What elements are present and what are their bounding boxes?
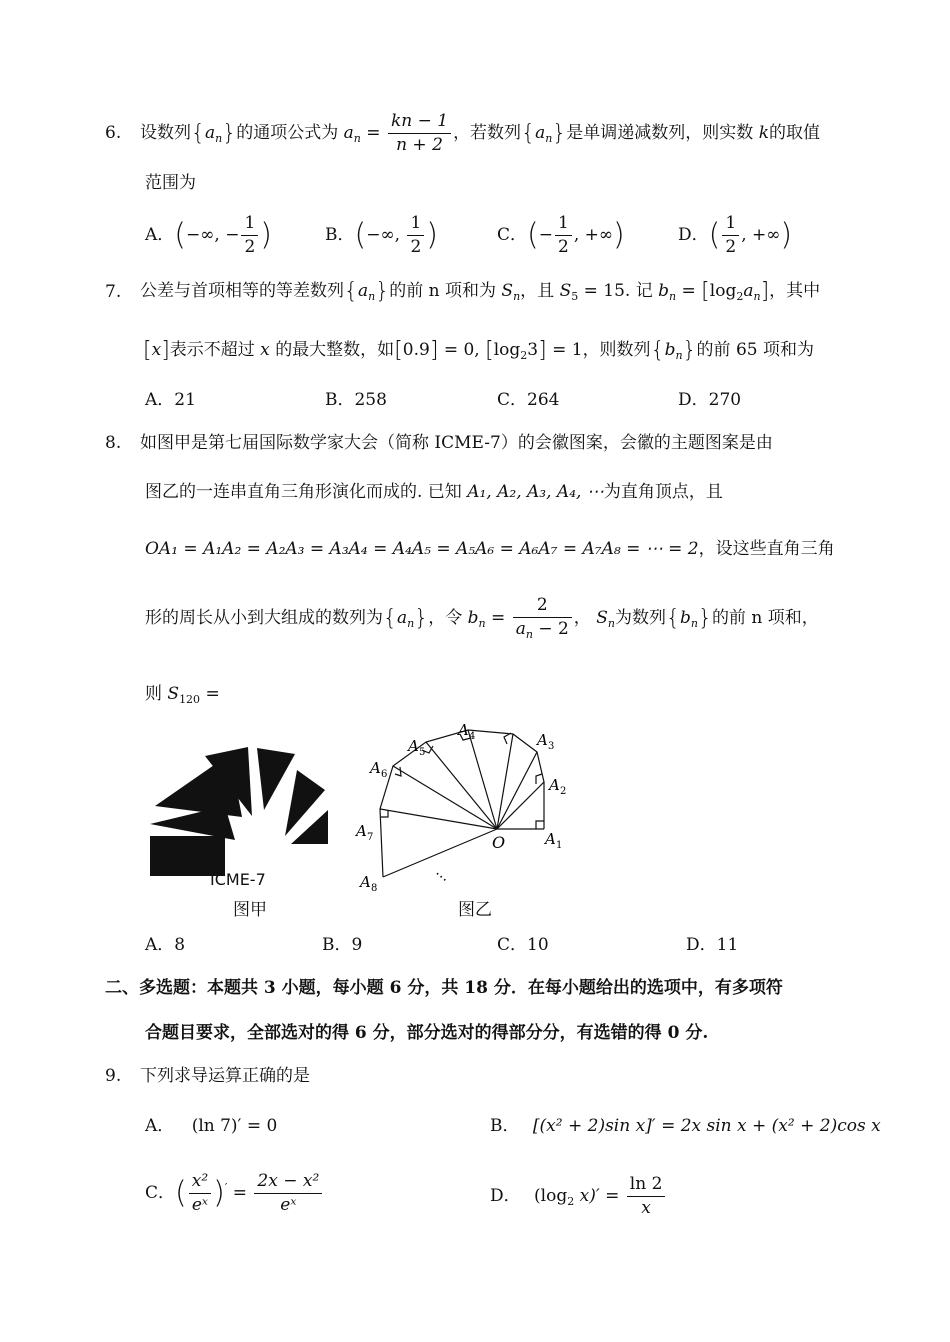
q6-option-a-label: A．: [145, 225, 175, 246]
q6-seq-a2: a: [535, 123, 546, 144]
q8-frac-den: a: [515, 618, 526, 639]
label-A3: A: [537, 731, 548, 749]
q9-number: 9.: [105, 1066, 122, 1086]
section2-heading-line2: 合题目要求，全部选对的得 6 分，部分选对的得部分分，有选错的得 0 分.: [145, 1023, 709, 1043]
q9-option-c[interactable]: C．( $\frac{\text{x²}}{\text{eˣ}}$ )′ = $\frac{\text{2x − x²}}{\text{eˣ}}$: [145, 1172, 324, 1215]
label-A4: A: [458, 721, 469, 739]
q7-text-c: ，且: [520, 281, 555, 301]
q6-option-a-num: 1: [241, 214, 258, 236]
q7-text-d: ，其中: [769, 281, 821, 301]
right-angle-A2: [536, 774, 542, 784]
q8-line3-eq: OA₁ = A₁A₂ = A₂A₃ = A₃A₄ = A₄A₅ = A₅A₆ = A₆A₇ = A₇A₈ = ⋯ = 2: [145, 539, 699, 559]
q7-sn: S: [501, 281, 514, 301]
q6-option-c-sign: −: [538, 225, 553, 246]
q6-formula-frac: [388, 112, 451, 155]
q8-line2-pts: A₁, A₂, A₃, A₄, ⋯: [467, 482, 604, 502]
fig-a-caption: 图甲: [233, 900, 267, 920]
q7-log-sub: 2: [736, 290, 744, 303]
q8-seq-sub: n: [407, 617, 415, 631]
q6-option-b-num: 1: [407, 214, 424, 236]
q6-text-e: 的取值: [769, 123, 821, 144]
q8-line4: 形的周长从小到大组成的数列为$\{a_n\}$，令 $b_n$ = $\frac{2}{a_n - 2}$ ， $S_n$为数列$\{b_n\}$的前 n 项和，: [145, 595, 819, 641]
q7-seq-sub: n: [368, 290, 376, 303]
svg-text:2: 2: [560, 786, 567, 797]
q9-option-d-num: ln 2: [627, 1175, 666, 1197]
q8-line3-b: ，设这些直角三角: [698, 539, 835, 559]
q8-line5-s: S: [167, 684, 180, 704]
q8-line2: [145, 484, 723, 501]
q8-line4-c: ，: [573, 608, 591, 629]
q8-bn-sub2: n: [690, 617, 698, 631]
q7-seq-a: a: [358, 281, 369, 301]
q6-var-k: k: [758, 123, 770, 144]
q7-line2-a: 表示不超过: [169, 340, 255, 360]
q6-option-c-den: 2: [557, 236, 569, 257]
q7-ex1: 0.9: [402, 340, 430, 360]
q8-line4-b: ，令: [428, 608, 463, 629]
q9-option-c-num: x²: [189, 1172, 211, 1194]
q6-formula-lhs-sub: n: [353, 132, 361, 146]
q8-line4-e: 的前 n 项和，: [711, 608, 819, 629]
label-A7: A: [356, 822, 367, 840]
q9-option-c-label: C．: [145, 1183, 176, 1204]
q7-option-c[interactable]: C．264: [497, 390, 560, 410]
q9-option-d-label: D．: [490, 1186, 521, 1207]
q8-option-c[interactable]: C．10: [497, 935, 549, 955]
q7-number: 7.: [105, 282, 122, 302]
q7-ex1-eq: = 0,: [438, 340, 486, 360]
q7-text-a: 公差与首项相等的等差数列: [140, 281, 344, 301]
q6-option-b-label: B．: [325, 225, 355, 246]
q8-seq-a: a: [397, 608, 408, 629]
q8-line4-d: 为数列: [614, 608, 666, 629]
q7-sn-sub: n: [513, 290, 521, 303]
q6-option-b[interactable]: B．(−∞, $\frac{1}{2}$ ): [325, 213, 438, 257]
q8-frac-num: 2: [513, 596, 572, 618]
q8-option-b[interactable]: B．9: [322, 935, 363, 955]
q9-option-d-lhs: (log: [534, 1186, 568, 1207]
fig-b-caption: 图乙: [458, 900, 492, 920]
svg-text:8: 8: [371, 883, 378, 894]
q6-text-a: 设数列: [140, 123, 191, 144]
q7-option-b[interactable]: B．258: [325, 390, 387, 410]
q9-option-d[interactable]: [490, 1175, 667, 1218]
q6-line2: 范围为: [145, 173, 196, 193]
q6-option-a-sign: −∞, −: [186, 225, 240, 246]
svg-text:4: 4: [469, 731, 476, 742]
label-A8: A: [360, 873, 371, 891]
q6-option-d[interactable]: D．( $\frac{1}{2}$ , +∞): [678, 213, 793, 257]
q6-line1: 设数列$\{a_n\}$的通项公式为 $a_n$ = $\frac{kn - 1}{n + 2}$ ，若数列$\{a_n\}$是单调递减数列，则实数 k的取值: [140, 111, 821, 155]
q8-bn: b: [467, 608, 479, 629]
q7-line2-c: ，则数列: [582, 340, 651, 360]
q6-option-a-den: 2: [244, 236, 256, 257]
q8-line2-a: 图乙的一连串直角三角形演化而成的. 已知: [145, 482, 462, 502]
q6-text-b: 的通项公式为: [236, 123, 339, 144]
label-A5: A: [408, 737, 419, 755]
q8-line5-a: 则: [145, 684, 162, 704]
q6-text-c: ，若数列: [453, 123, 522, 144]
svg-text:6: 6: [381, 769, 388, 780]
q6-option-c[interactable]: C．(− $\frac{1}{2}$ , +∞): [497, 213, 625, 257]
spiral-outer-edges: [380, 730, 544, 877]
q7-ex2-arg: 3: [527, 340, 539, 360]
q7-bn-sub: n: [669, 290, 677, 303]
q8-line5-eq: =: [200, 684, 220, 704]
q8-option-d[interactable]: D．11: [686, 935, 739, 955]
q6-formula-den: n + 2: [396, 134, 443, 155]
q7-line2-b: 的最大整数，如: [275, 340, 395, 360]
right-angle-A1: [536, 821, 544, 829]
q7-text-b: 的前 n 项和为: [389, 281, 496, 301]
segment-OA5: [426, 742, 497, 829]
q7-ex2-eq: = 1: [546, 340, 583, 360]
q7-line2: [x]表示不超过 x 的最大整数，如[0.9] = 0, $[\log_23] = 1$，则数列$\{b_n\}$的前 65 项和为: [143, 338, 814, 363]
q6-option-a[interactable]: A．(−∞, − $\frac{1}{2}$ ): [145, 213, 273, 257]
q8-sn-sub: n: [607, 617, 615, 631]
q8-option-a[interactable]: A．8: [145, 935, 186, 955]
q6-option-c-num: 1: [555, 214, 572, 236]
q9-text: 下列求导运算正确的是: [140, 1066, 310, 1086]
q6-text-d: 是单调递减数列，则实数: [566, 123, 754, 144]
q7-line2-d: 的前 65 项和为: [696, 340, 814, 360]
q7-ex2-sub: 2: [520, 349, 528, 362]
svg-text:3: 3: [548, 741, 555, 752]
q6-number: 6.: [105, 123, 122, 143]
q6-option-d-tail: , +∞: [741, 225, 781, 246]
q8-line2-b: 为直角顶点，且: [603, 482, 723, 502]
q8-sn: S: [596, 608, 608, 629]
q6-option-d-den: 2: [725, 236, 737, 257]
q6-seq-a: a: [205, 123, 216, 144]
q6-option-d-label: D．: [678, 225, 709, 246]
q9-option-d-sub: 2: [567, 1195, 575, 1209]
q9-option-c-den: eˣ: [191, 1194, 208, 1215]
icme7-logo-text: ICME-7: [210, 870, 266, 889]
q7-line1: 公差与首项相等的等差数列$\{a_n\}$的前 n 项和为 $S_n$，且 $S_5 = 15$. 记 $b_n = [\log_2a_n]$，其中: [140, 279, 821, 304]
q6-option-c-tail: , +∞: [573, 225, 614, 246]
q7-log: log: [709, 281, 737, 301]
q9-option-b-label: B．: [490, 1116, 520, 1136]
icme7-logo-figure: [145, 744, 335, 880]
q8-frac-den-tail: − 2: [532, 618, 569, 639]
q6-formula-lhs: a: [343, 123, 354, 144]
q6-option-b-den: 2: [410, 236, 422, 257]
q8-frac-den-sub: n: [525, 627, 533, 641]
label-A1: A: [545, 830, 556, 848]
q6-seq-sub: n: [215, 132, 223, 146]
q9-option-d-lhs2: x)′ =: [574, 1186, 625, 1207]
q8-line3: [145, 541, 835, 558]
q7-option-d[interactable]: D．270: [678, 390, 742, 410]
q7-option-a[interactable]: A．21: [145, 390, 196, 410]
q8-line5: [145, 686, 220, 705]
q7-s5: S: [559, 281, 572, 301]
ellipsis-dots: ⋯: [430, 866, 452, 888]
q9-option-d-den: x: [641, 1197, 651, 1218]
q9-option-b-expr: [(x² + 2)sin x]′ = 2x sin x + (x² + 2)cos x: [532, 1116, 881, 1136]
q8-line4-a: 形的周长从小到大组成的数列为: [145, 608, 383, 629]
q9-option-c-eq: =: [227, 1183, 253, 1204]
q8-frac: [513, 596, 572, 641]
q9-option-b[interactable]: [490, 1118, 881, 1135]
q7-log-arg: a: [743, 281, 754, 301]
q8-line5-sub: 120: [179, 693, 201, 706]
label-A2: A: [549, 776, 560, 794]
q7-ex2: log: [493, 340, 521, 360]
q9-option-c-rnum: 2x − x²: [254, 1172, 322, 1194]
label-O: O: [492, 833, 506, 852]
svg-text:7: 7: [367, 832, 374, 843]
right-triangle-spiral-figure: [350, 720, 580, 895]
svg-text:5: 5: [419, 747, 426, 758]
q8-number: 8.: [105, 433, 122, 453]
q6-option-d-num: 1: [722, 214, 739, 236]
q7-eq15: = 15. 记: [578, 281, 659, 301]
q9-option-a[interactable]: [145, 1118, 277, 1135]
q6-formula-num: kn − 1: [388, 112, 451, 134]
q7-s5-sub: 5: [571, 290, 579, 303]
svg-text:1: 1: [556, 840, 563, 851]
q9-option-a-label: A．: [145, 1116, 175, 1136]
q8-bn-sub: n: [478, 617, 486, 631]
q7-bn-eq: =: [676, 281, 702, 301]
label-A6: A: [370, 759, 381, 777]
q6-option-c-label: C．: [497, 225, 528, 246]
logo-wedge-5: [257, 748, 295, 810]
right-angle-A3: [504, 733, 511, 744]
q6-option-b-sign: −∞,: [366, 225, 406, 246]
section2-heading-line1: 二、多选题：本题共 3 小题，每小题 6 分，共 18 分．在每小题给出的选项中，有多项符: [105, 978, 783, 998]
right-angle-A7: [381, 810, 388, 817]
q9-option-c-rden: eˣ: [280, 1194, 297, 1215]
q7-log-arg-sub: n: [753, 290, 761, 303]
q6-seq-sub2: n: [545, 132, 553, 146]
q8-line1: 如图甲是第七届国际数学家大会（简称 ICME-7）的会徽图案，会徽的主题图案是由: [140, 433, 773, 453]
q7-bn-sub2: n: [675, 349, 683, 362]
q9-option-a-expr: (ln 7)′ = 0: [191, 1116, 278, 1136]
